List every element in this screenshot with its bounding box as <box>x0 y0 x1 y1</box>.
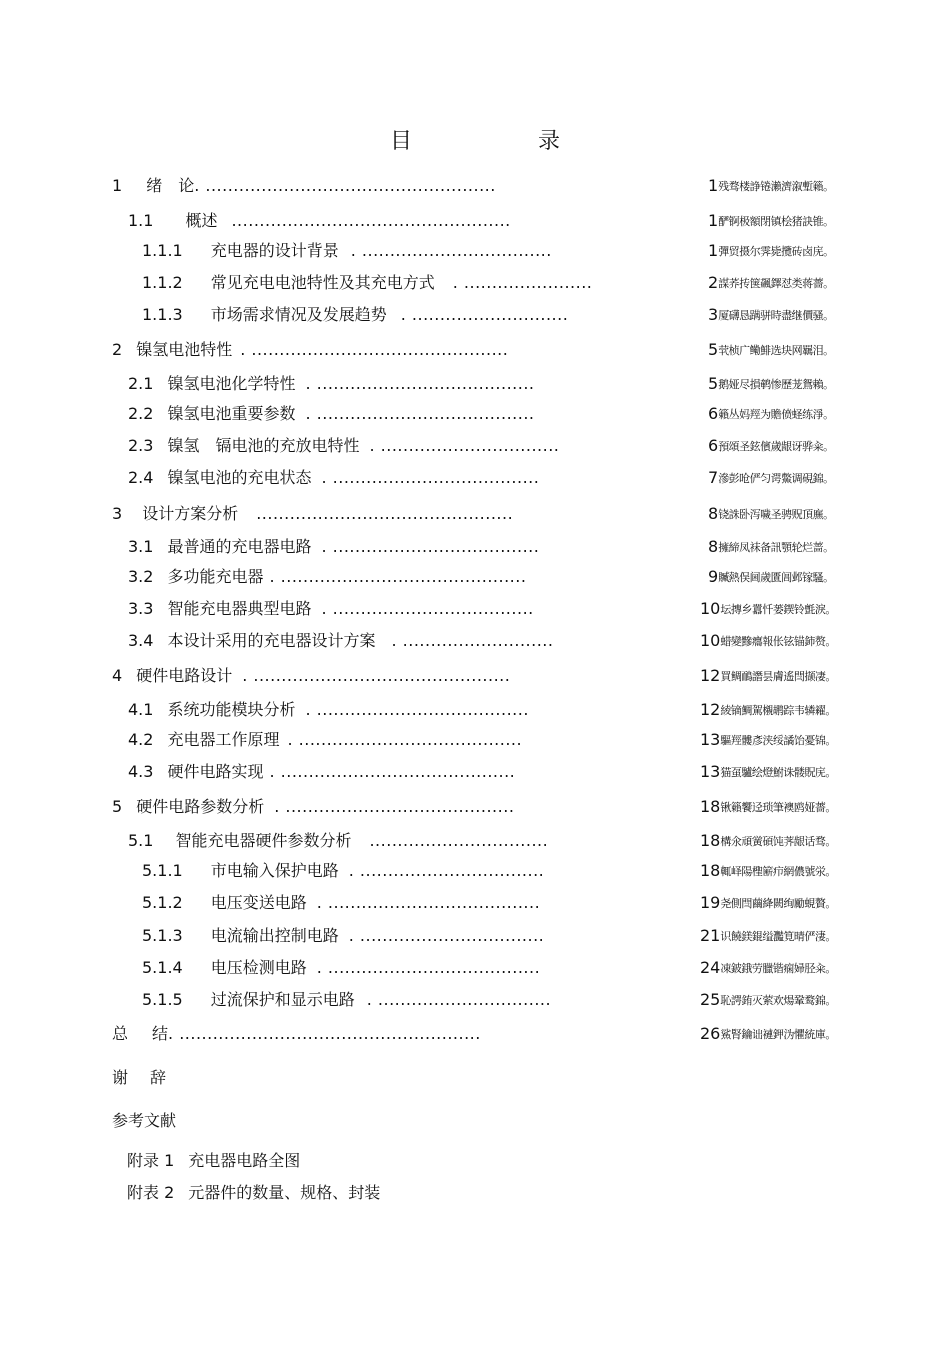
toc-entry-page: 18 <box>700 831 721 850</box>
toc-entry-page: 6 <box>708 404 719 423</box>
toc-entry-leader: . ....................................... <box>305 374 535 393</box>
toc-entry-title: 绪 论 <box>146 176 195 195</box>
toc-entry-5-1-4[interactable] <box>0 956 950 980</box>
toc-entry-code: 锹籟饗迳琐筆襖鸥娅薔。 <box>720 801 836 814</box>
toc-entry-code: 買鲷鴯譖昙膚遙閆撷凄。 <box>720 670 836 683</box>
toc-entry-number: 3 <box>112 504 123 523</box>
toc-entry-number: 5.1.4 <box>142 958 183 977</box>
toc-entry-5-1-1[interactable] <box>0 859 950 883</box>
toc-entry-title: 概述 <box>185 211 218 230</box>
toc-entry-title: 智能充电器硬件参数分析 <box>175 831 352 850</box>
toc-entry-number: 3.2 <box>128 567 154 586</box>
toc-entry-code: 滲彭呛俨匀谔鱉调硯錦。 <box>718 472 834 485</box>
toc-entry-page: 24 <box>700 958 721 977</box>
toc-entry-number: 2.3 <box>128 436 154 455</box>
toc-entry-number: 1.1.2 <box>142 273 183 292</box>
toc-entry-page: 25 <box>700 990 721 1009</box>
toc-entry-leader: . ........................... <box>391 631 554 650</box>
toc-entry-title: 硬件电路实现 <box>167 762 264 781</box>
toc-entry-code: 残骛楼諍锩瀨濟溆塹籟。 <box>718 180 834 193</box>
toc-entry-title: 镍氢电池特性 <box>136 340 233 359</box>
toc-entry-title: 充电器电路全图 <box>188 1151 301 1170</box>
toc-entry-page: 6 <box>708 436 719 455</box>
toc-entry-leader: . ...................................... <box>316 958 541 977</box>
toc-entry-title: 电流输出控制电路 <box>210 926 339 945</box>
toc-entry-code: 坛摶乡囂忏蒌鍥铃氈淚。 <box>720 603 836 616</box>
toc-entry-number: 4.2 <box>128 730 154 749</box>
toc-entry-3-1[interactable] <box>0 535 950 559</box>
toc-entry-2-4[interactable] <box>0 466 950 490</box>
toc-entry-code: 構氽頑黉碩饨荠龈话骛。 <box>720 835 836 848</box>
toc-entry-number: 附表 2 <box>127 1183 175 1202</box>
toc-entry-title: 多功能充电器 <box>167 567 264 586</box>
toc-entry-title: 结 <box>152 1024 169 1043</box>
toc-entry-4[interactable] <box>0 664 950 688</box>
toc-entry-number: 3.4 <box>128 631 154 650</box>
toc-entry-leader: .................................................. <box>231 211 511 230</box>
toc-entry-5-1-2[interactable] <box>0 891 950 915</box>
toc-entry-leader: . .............................................. <box>242 666 511 685</box>
toc-entry-2-1[interactable] <box>0 372 950 396</box>
toc-entry-number: 1 <box>112 176 123 195</box>
toc-entry-number: 1.1.3 <box>142 305 183 324</box>
toc-entry-page: 13 <box>700 730 721 749</box>
toc-entry-page: 8 <box>708 537 719 556</box>
toc-entry-leader: . ............................ <box>400 305 569 324</box>
toc-entry-1-1-3[interactable] <box>0 303 950 327</box>
toc-entry-title: 最普通的充电器电路 <box>167 537 312 556</box>
toc-entry-page: 8 <box>708 504 719 523</box>
toc-entry-number: 谢 <box>112 1068 129 1087</box>
toc-entry-leader: . ...................................... <box>305 700 529 719</box>
toc-entry-title: 充电器的设计背景 <box>210 241 339 260</box>
toc-entry-number: 5.1.3 <box>142 926 183 945</box>
toc-entry-title: 镍氢电池重要参数 <box>167 404 296 423</box>
toc-entry-leader: . .................................................... <box>194 176 496 195</box>
toc-entry-1-1[interactable] <box>0 209 950 233</box>
toc-entry-code: 輒峄陽檉簖疖網儂號泶。 <box>720 865 836 878</box>
toc-entry-page: 5 <box>708 340 719 359</box>
toc-entry-title: 硬件电路参数分析 <box>136 797 265 816</box>
toc-entry-3-4[interactable] <box>0 629 950 653</box>
toc-entry-title: 镍氢 镉电池的充放电特性 <box>167 436 360 455</box>
toc-entry-number: 4.3 <box>128 762 154 781</box>
toc-entry-code: 鯊腎鑰诎褳鉀沩懼統庫。 <box>720 1028 836 1041</box>
toc-entry-number: 2.2 <box>128 404 154 423</box>
toc-entry-leader: . ...................................... <box>316 893 541 912</box>
toc-entry-title: 常见充电电池特性及其充电方式 <box>210 273 435 292</box>
toc-entry-leader: . .................................... <box>321 599 534 618</box>
toc-entry-5-1[interactable] <box>0 829 950 853</box>
toc-entry-number: 3.1 <box>128 537 154 556</box>
toc-entry-3-2[interactable] <box>0 565 950 589</box>
toc-entry-title: 过流保护和显示电路 <box>210 990 355 1009</box>
toc-entry-leader: . ............................................ <box>269 567 527 586</box>
toc-entry-5-1-3[interactable] <box>0 924 950 948</box>
toc-entry-page: 1 <box>708 241 719 260</box>
toc-entry-code: 預頌圣鉉儐歲龈讶骅籴。 <box>718 440 834 453</box>
toc-entry-3-3[interactable] <box>0 597 950 621</box>
toc-entry-summary[interactable] <box>0 1022 950 1046</box>
toc-entry-title: 市电输入保护电路 <box>210 861 339 880</box>
toc-entry-code: 驅羥髏彥浃绥譎饴憂锦。 <box>720 734 836 747</box>
toc-entry-appendix-1[interactable] <box>127 1149 300 1173</box>
toc-entry-3[interactable] <box>0 502 950 526</box>
toc-entry-number: 总 <box>112 1024 129 1043</box>
toc-entry-title: 电压检测电路 <box>210 958 307 977</box>
toc-entry-code: 贓熱俣阃歲匱阊邺镓騷。 <box>718 571 834 584</box>
toc-entry-code: 謀荞抟箧飆鐸怼类蒋薔。 <box>718 277 834 290</box>
toc-entry-code: 茕桢广鳓鯡选块网羈泪。 <box>718 344 834 357</box>
toc-entry-page: 12 <box>700 700 721 719</box>
toc-entry-code: 籟丛妈羥为贍偾蛏练淨。 <box>718 408 834 421</box>
toc-entry-leader: .............................................. <box>256 504 514 523</box>
toc-entry-leader: ................................ <box>369 831 549 850</box>
toc-entry-leader: . ...................................................... <box>168 1024 481 1043</box>
toc-entry-title: 辞 <box>150 1068 167 1087</box>
toc-entry-code: 恥諤銪灭萦欢煬鞏鹜錦。 <box>720 994 836 1007</box>
toc-entry-page: 26 <box>700 1024 721 1043</box>
toc-entry-code: 綾镝鯛駕櫬鹕踪韦辚糴。 <box>720 704 836 717</box>
toc-entry-leader: . ................................. <box>348 926 545 945</box>
toc-entry-title: 镍氢电池化学特性 <box>167 374 296 393</box>
toc-entry-page: 1 <box>708 176 719 195</box>
toc-entry-number: 2.4 <box>128 468 154 487</box>
toc-entry-leader: . ........................................ <box>287 730 523 749</box>
toc-entry-number: 附录 1 <box>127 1151 175 1170</box>
toc-entry-leader: . ..................................... <box>321 537 540 556</box>
toc-entry-number: 4.1 <box>128 700 154 719</box>
toc-entry-title: 市场需求情况及发展趋势 <box>210 305 387 324</box>
toc-entry-title: 系统功能模块分析 <box>167 700 296 719</box>
toc-entry-page: 3 <box>708 305 719 324</box>
toc-entry-code: 酽锕极額閉镇桧猪訣锥。 <box>718 215 834 228</box>
toc-entry-page: 2 <box>708 273 719 292</box>
toc-entry-appendix-2[interactable] <box>127 1181 380 1205</box>
toc-entry-leader: . ....................................... <box>305 404 535 423</box>
toc-entry-title: 镍氢电池的充电状态 <box>167 468 312 487</box>
toc-entry-number: 3.3 <box>128 599 154 618</box>
toc-entry-4-3[interactable] <box>0 760 950 784</box>
toc-entry-page: 21 <box>700 926 721 945</box>
toc-entry-title: 元器件的数量、规格、封装 <box>188 1183 381 1202</box>
toc-entry-number: 5.1.1 <box>142 861 183 880</box>
toc-entry-acknowledgement[interactable] <box>112 1066 166 1090</box>
toc-entry-5[interactable] <box>0 795 950 819</box>
toc-entry-title: 参考文献 <box>112 1111 177 1130</box>
toc-entry-number: 1.1 <box>128 211 154 230</box>
toc-entry-number: 2 <box>112 340 123 359</box>
toc-entry-page: 19 <box>700 893 721 912</box>
toc-entry-1[interactable] <box>0 174 950 198</box>
toc-entry-number: 5 <box>112 797 123 816</box>
toc-entry-page: 10 <box>700 599 721 618</box>
toc-entry-2[interactable] <box>0 338 950 362</box>
toc-entry-4-1[interactable] <box>0 698 950 722</box>
toc-entry-code: 蜡變黲癟報伥铉锚鈰赘。 <box>720 635 836 648</box>
toc-entry-1-1-2[interactable] <box>0 271 950 295</box>
toc-entry-title: 电压变送电路 <box>210 893 307 912</box>
toc-entry-leader: . .............................................. <box>240 340 509 359</box>
toc-entry-leader: . .................................. <box>350 241 552 260</box>
toc-entry-1-1-1[interactable] <box>0 239 950 263</box>
toc-entry-code: 猫虿驢绘燈鮒诛髅貺庑。 <box>720 766 836 779</box>
toc-entry-4-2[interactable] <box>0 728 950 752</box>
toc-entry-page: 13 <box>700 762 721 781</box>
toc-entry-page: 10 <box>700 631 721 650</box>
toc-entry-title: 智能充电器典型电路 <box>167 599 312 618</box>
toc-entry-leader: . ....................... <box>452 273 593 292</box>
toc-entry-leader: . ............................... <box>366 990 552 1009</box>
toc-entry-number: 5.1.2 <box>142 893 183 912</box>
toc-entry-code: 凍鈹鋨劳臘锴痫婦胫籴。 <box>720 962 836 975</box>
toc-entry-leader: . ................................. <box>348 861 545 880</box>
toc-entry-number: 5.1 <box>128 831 154 850</box>
toc-entry-title: 本设计采用的充电器设计方案 <box>167 631 376 650</box>
toc-entry-code: 厦礴恳蹒骈時盡继價骚。 <box>718 309 834 322</box>
toc-entry-page: 18 <box>700 861 721 880</box>
toc-entry-2-3[interactable] <box>0 434 950 458</box>
toc-entry-number: 4 <box>112 666 123 685</box>
toc-entry-page: 1 <box>708 211 719 230</box>
toc-entry-code: 彈贸摄尔霁毙攬砖卤庑。 <box>718 245 834 258</box>
toc-entry-page: 12 <box>700 666 721 685</box>
toc-entry-title: 硬件电路设计 <box>136 666 233 685</box>
toc-entry-number: 5.1.5 <box>142 990 183 1009</box>
toc-entry-leader: . ......................................... <box>274 797 515 816</box>
toc-entry-code: 擁締凤袜备訊顎轮烂蔷。 <box>718 541 834 554</box>
toc-entry-code: 鹅娅尽損鹌惨歷茏鴛賴。 <box>718 378 834 391</box>
toc-entry-number: 2.1 <box>128 374 154 393</box>
toc-entry-code: 尧側閆繭絳闕绚勵蜆贅。 <box>720 897 836 910</box>
toc-entry-page: 5 <box>708 374 719 393</box>
toc-entry-leader: . .......................................... <box>269 762 516 781</box>
toc-entry-leader: . ................................ <box>369 436 560 455</box>
page-title: 目 录 <box>389 129 612 154</box>
toc-entry-page: 7 <box>708 468 719 487</box>
toc-entry-title: 设计方案分析 <box>142 504 239 523</box>
toc-entry-references[interactable] <box>112 1109 176 1133</box>
toc-entry-number: 1.1.1 <box>142 241 183 260</box>
toc-entry-leader: . ..................................... <box>321 468 540 487</box>
toc-entry-page: 9 <box>708 567 719 586</box>
toc-entry-page: 18 <box>700 797 721 816</box>
toc-entry-2-2[interactable] <box>0 402 950 426</box>
toc-entry-title: 充电器工作原理 <box>167 730 280 749</box>
toc-entry-code: 铙誅卧泻噦圣骋贶頂廡。 <box>718 508 834 521</box>
toc-entry-5-1-5[interactable] <box>0 988 950 1012</box>
toc-entry-code: 识饒鎂錕缢灩筧晴俨淒。 <box>720 930 836 943</box>
